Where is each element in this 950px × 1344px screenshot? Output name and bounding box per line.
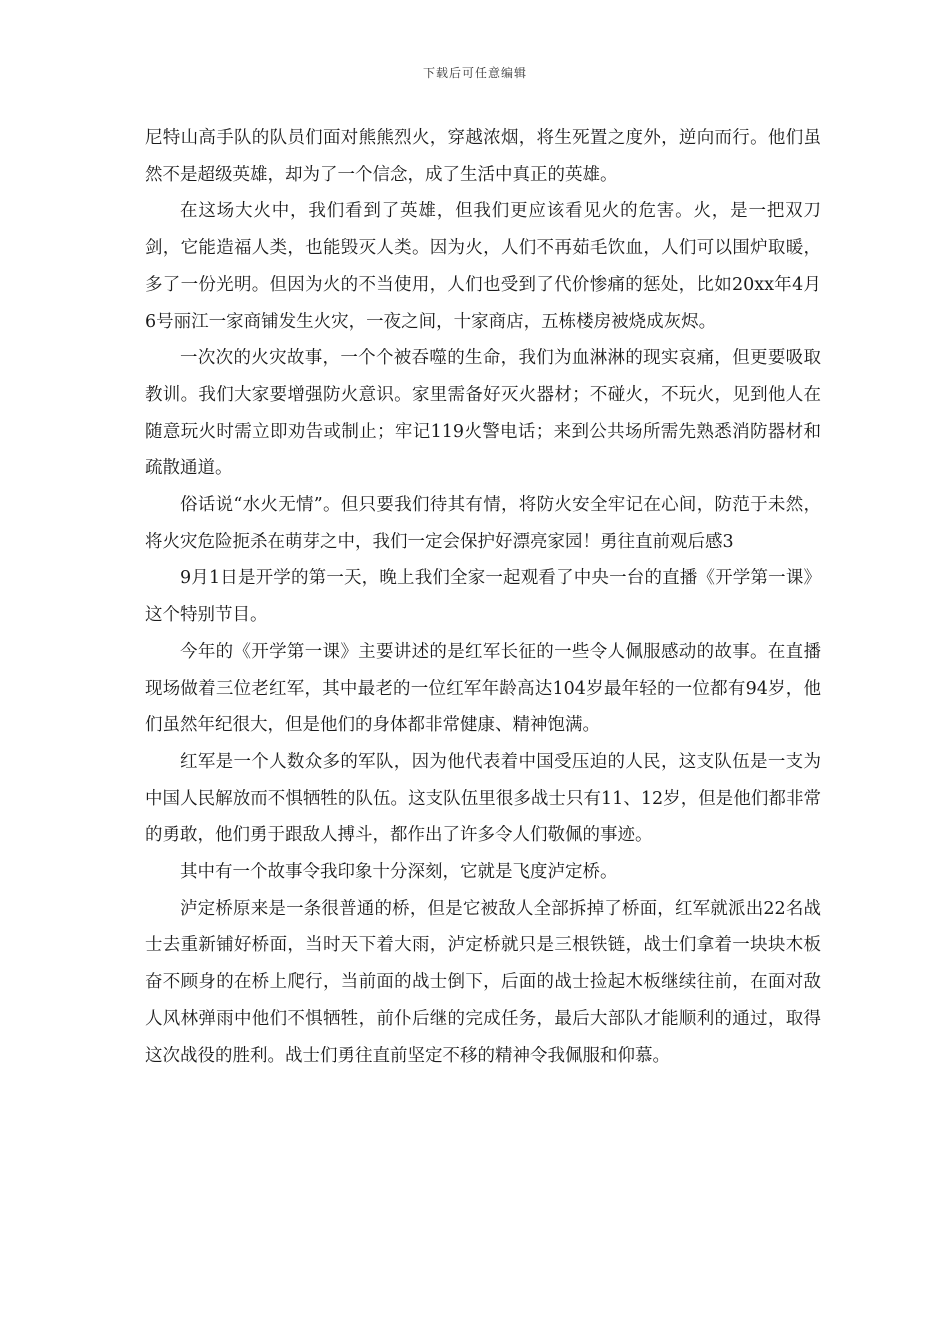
paragraph: 俗话说“水火无情”。但只要我们待其有情，将防火安全牢记在心间，防范于未然，将火灾危险扼杀在萌芽之中，我们一定会保护好漂亮家园！勇往直前观后感3 (145, 495, 821, 552)
paragraph: 红军是一个人数众多的军队，因为他代表着中国受压迫的人民，这支队伍是一支为中国人民解放而不惧牺牲的队伍。这支队伍里很多战士只有11、12岁，但是他们都非常的勇敢，他们勇于跟敌人搏斗，都作出了许多令人们敬佩的事迹。 (145, 751, 821, 846)
paragraph: 在这场大火中，我们看到了英雄，但我们更应该看见火的危害。火，是一把双刀剑，它能造福人类，也能毁灭人类。因为火，人们不再茹毛饮血，人们可以围炉取暖，多了一份光明。但因为火的不当使用，人们也受到了代价惨痛的惩处，比如20xx年4月6号丽江一家商铺发生火灾，一夜之间，十家商店，五栋楼房被烧成灰烬。 (145, 201, 821, 332)
paragraph: 泸定桥原来是一条很普通的桥，但是它被敌人全部拆掉了桥面，红军就派出22名战士去重新铺好桥面，当时天下着大雨，泸定桥就只是三根铁链，战士们拿着一块块木板奋不顾身的在桥上爬行，当前面的战士倒下，后面的战士捡起木板继续往前，在面对敌人风林弹雨中他们不惧牺牲，前仆后继的完成任务，最后大部队才能顺利的通过，取得这次战役的胜利。战士们勇往直前坚定不移的精神令我佩服和仰慕。 (145, 898, 821, 1066)
paragraph: 一次次的火灾故事，一个个被吞噬的生命，我们为血淋淋的现实哀痛，但更要吸取教训。我们大家要增强防火意识。家里需备好灭火器材；不碰火，不玩火，见到他人在随意玩火时需立即劝告或制止；牢记119火警电话；来到公共场所需先熟悉消防器材和疏散通道。 (145, 348, 821, 479)
paragraph: 9月1日是开学的第一天，晚上我们全家一起观看了中央一台的直播《开学第一课》这个特别节目。 (145, 568, 821, 626)
paragraph: 今年的《开学第一课》主要讲述的是红军长征的一些令人佩服感动的故事。在直播现场做着三位老红军，其中最老的一位红军年龄高达104岁最年轻的一位都有94岁，他们虽然年纪很大，但是他们的身体都非常健康、精神饱满。 (145, 641, 821, 736)
paragraph: 尼特山高手队的队员们面对熊熊烈火，穿越浓烟，将生死置之度外，逆向而行。他们虽然不是超级英雄，却为了一个信念，成了生活中真正的英雄。 (145, 128, 821, 185)
paragraph: 其中有一个故事令我印象十分深刻，它就是飞度泸定桥。 (180, 862, 618, 883)
document-body (145, 120, 821, 1074)
page-header: 下载后可任意编辑 (422, 66, 527, 80)
